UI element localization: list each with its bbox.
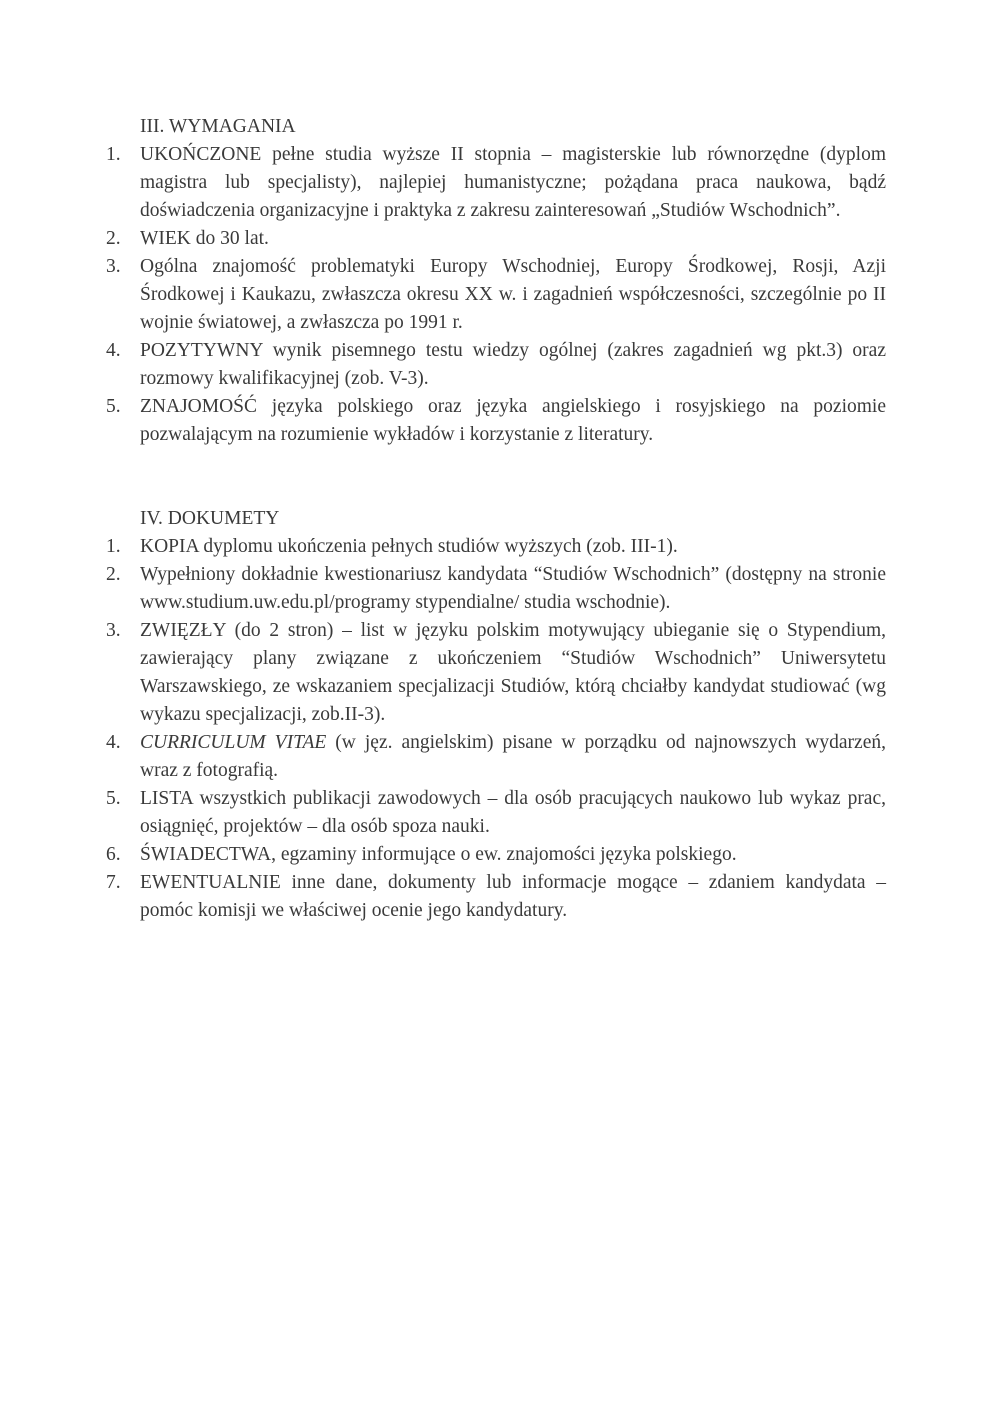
item-number: 4. [106,732,121,753]
list-item [106,253,886,337]
item-lead: ZNAJOMOŚĆ [140,396,258,417]
item-text: dokładnie kwestionariusz kandydata “Studiów Wschodnich” (dostępny na stronie www.studium.uw.edu.pl/programy stypendialne/ studia wschodnie). [140,564,886,613]
list-item [106,337,886,393]
section-heading: IV. DOKUMETY [140,508,280,529]
item-text: znajomość problematyki Europy Wschodniej, Europy Środkowej, Rosji, Azji Środkowej i Kaukazu, zwłaszcza okresu XX w. i zagadnień współczesności, szczególnie po II wojnie światowej, a zwłaszcza po 1991 r. [140,256,886,333]
item-text: (w jęz. angielskim) pisane w porządku od najnowszych wydarzeń, wraz z fotografią. [140,732,886,781]
item-lead: Ogólna [140,256,198,277]
item-lead: Wypełniony [140,564,236,585]
section-requirements [106,113,886,449]
section-documents [106,505,886,925]
list-item [106,617,886,729]
item-text: języka polskiego oraz języka angielskiego i rosyjskiego na poziomie pozwalającym na rozumienie wykładów i korzystanie z literatury. [140,396,886,445]
list-item [106,869,886,925]
item-lead: KOPIA [140,536,199,557]
list-item [106,393,886,449]
item-number: 2. [106,564,121,585]
list-item [106,533,886,561]
item-number: 7. [106,872,121,893]
list-item [106,729,886,785]
item-text: do 30 lat. [190,228,269,249]
item-text: wszystkich publikacji zawodowych – dla osób pracujących naukowo lub wykaz prac, osiągnięć, projektów – dla osób spoza nauki. [140,788,886,837]
list-item [106,141,886,225]
item-text: inne dane, dokumenty lub informacje mogące – zdaniem kandydata – pomóc komisji we właściwej ocenie jego kandydatury. [140,872,886,921]
item-lead: WIEK [140,228,191,249]
list-item [106,785,886,841]
item-text: pełne studia wyższe II stopnia – magisterskie lub równorzędne (dyplom magistra lub specjalisty), najlepiej humanistyczne; pożądana praca naukowa, bądź doświadczenia organizacyjne i praktyka z zakresu zainteresowań „Studiów Wschodnich”. [140,144,886,221]
item-lead: UKOŃCZONE [140,144,262,165]
item-number: 1. [106,144,121,165]
item-text: wynik pisemnego testu wiedzy ogólnej (zakres zagadnień wg pkt.3) oraz rozmowy kwalifikacyjnej (zob. V-3). [140,340,886,389]
section-heading: III. WYMAGANIA [140,116,296,137]
item-lead: EWENTUALNIE [140,872,281,893]
item-lead: POZYTYWNY [140,340,263,361]
item-lead: CURRICULUM VITAE [140,732,327,753]
item-number: 4. [106,340,121,361]
item-number: 1. [106,536,121,557]
requirements-list [106,141,886,449]
documents-list [106,533,886,925]
item-lead: LISTA [140,788,193,809]
list-item [106,225,886,253]
item-lead: ŚWIADECTWA [140,844,272,865]
item-number: 3. [106,256,121,277]
item-text: , egzaminy informujące o ew. znajomości języka polskiego. [271,844,737,865]
list-item [106,561,886,617]
item-text: (do 2 stron) – list w języku polskim motywujący ubieganie się o Stypendium, zawierający plany związane z ukończeniem “Studiów Wschodnich” Uniwersytetu Warszawskiego, ze wskazaniem specjalizacji Studiów, którą chciałby kandydat studiować (wg wykazu specjalizacji, zob.II-3). [140,620,886,725]
list-item [106,841,886,869]
item-number: 3. [106,620,121,641]
item-number: 5. [106,788,121,809]
item-lead: ZWIĘZŁY [140,620,226,641]
item-text: dyplomu ukończenia pełnych studiów wyższych (zob. III-1). [198,536,678,557]
item-number: 5. [106,396,121,417]
item-number: 6. [106,844,121,865]
item-number: 2. [106,228,121,249]
